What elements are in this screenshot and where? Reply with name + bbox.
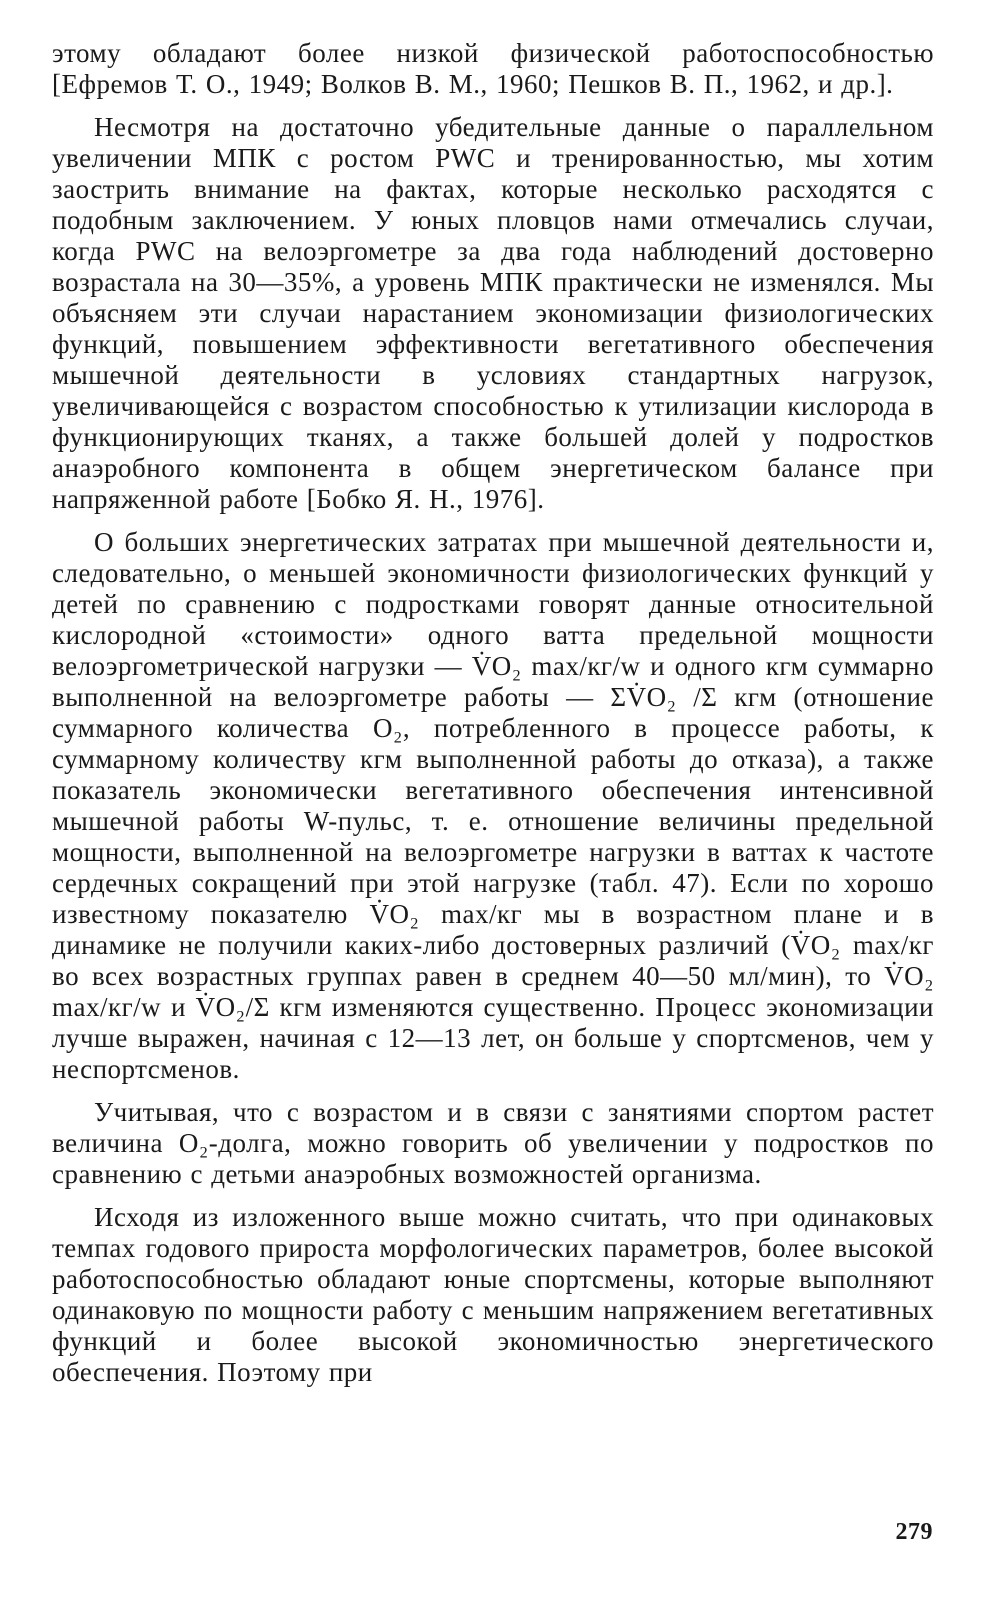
page-body [52,38,934,1400]
paragraph-3: О больших энергетических затратах при мышечной деятельности и, следовательно, о меньшей экономичности физиологических функций у детей по сравнению с подростками говорят данные относительной кислородной «стоимости» одного ватта предельной мощности велоэргометрической нагрузки — V̇O₂ max/кг/w и одного кгм суммарно выполненной на велоэргометре работы — ΣV̇O₂ /Σ кгм (отношение суммарного количества O₂, потребленного в процессе работы, к суммарному количеству кгм выполненной работы до отказа), а также показатель экономически вегетативного обеспечения интенсивной мышечной работы W-пульс, т. е. отношение величины предельной мощности, выполненной на велоэргометре нагрузки в ваттах к частоте сердечных сокращений при этой нагрузке (табл. 47). Если по хорошо известному показателю V̇O₂ max/кг мы в возрастном плане и в динамике не получили каких-либо достоверных различий (V̇O₂ max/кг во всех возрастных группах равен в среднем 40—50 мл/мин), то V̇O₂ max/кг/w и V̇O₂/Σ кгм изменяются существенно. Процесс экономизации лучше выражен, начиная с 12—13 лет, он больше у спортсменов, чем у неспортсменов. [52,527,934,1084]
page-number: 279 [895,1519,933,1545]
paragraph-4: Учитывая, что с возрастом и в связи с занятиями спортом растет величина O₂-долга, можно говорить об увеличении у подростков по сравнению с детьми анаэробных возможностей организма. [52,1097,934,1189]
paragraph-5: Исходя из изложенного выше можно считать, что при одинаковых темпах годового прироста морфологических параметров, более высокой работоспособностью обладают юные спортсмены, которые выполняют одинаковую по мощности работу с меньшим напряжением вегетативных функций и более высокой экономичностью энергетического обеспечения. Поэтому при [52,1202,934,1387]
paragraph-1: этому обладают более низкой физической работоспособностью [Ефремов Т. О., 1949; Волков В. М., 1960; Пешков В. П., 1962, и др.]. [52,38,934,99]
paragraph-2: Несмотря на достаточно убедительные данные о параллельном увеличении МПК с ростом PWC и тренированностью, мы хотим заострить внимание на фактах, которые несколько расходятся с подобным заключением. У юных пловцов нами отмечались случаи, когда PWC на велоэргометре за два года наблюдений достоверно возрастала на 30—35%, а уровень МПК практически не изменялся. Мы объясняем эти случаи нарастанием экономизации физиологических функций, повышением эффективности вегетативного обеспечения мышечной деятельности в условиях стандартных нагрузок, увеличивающейся с возрастом способностью к утилизации кислорода в функционирующих тканях, а также большей долей у подростков анаэробного компонента в общем энергетическом балансе при напряженной работе [Бобко Я. Н., 1976]. [52,112,934,514]
